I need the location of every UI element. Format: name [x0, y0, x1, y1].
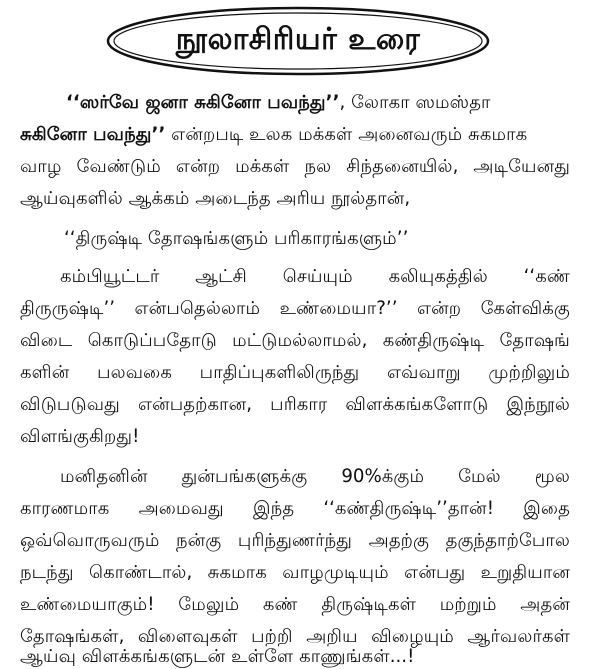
page-title: நூலாசிரியர் உரை: [175, 21, 421, 57]
paragraph3-line: நடந்து கொண்டால், சுகமாக வாழமுடியும் என்பது உறுதியான: [20, 562, 570, 583]
paragraph1-line2: [20, 124, 570, 147]
paragraph2-line: விடை கொடுப்பதோடு மட்டுமல்லாமல், கண்திருஷ்டி தோஷங்: [20, 330, 570, 351]
paragraph1-line3: வாழ வேண்டும் என்ற மக்கள் நல சிந்தனையில், அடியேனது: [20, 156, 570, 177]
mantra-bold-2: சுகினோ பவந்து’’: [20, 124, 166, 145]
paragraph2-line: விடுபடுவது என்பதற்கான, பரிகார விளக்கங்களோடு இந்நூல்: [20, 394, 570, 415]
paragraph3-line: காரணமாக அமைவது இந்த ‘‘கண்திருஷ்டி’’தான்! இதை: [20, 498, 570, 519]
quoted-book-title: ‘‘திருஷ்டி தோஷங்களும் பரிகாரங்களும்’’: [64, 228, 409, 249]
paragraph1-line1: [66, 92, 570, 115]
paragraph1-line4: ஆய்வுகளில் ஆக்கம் அடைந்த அரிய நூல்தான்,: [20, 188, 411, 209]
paragraph3-line: ஒவ்வொருவரும் நன்கு புரிந்துணர்ந்து அதற்கு தகுந்தாற்போல: [20, 530, 570, 551]
paragraph2-line: விளங்குகிறது!: [20, 426, 140, 447]
paragraph2-line: கம்பியூட்டர் ஆட்சி செய்யும் கலியுகத்தில் ‘‘கண்: [60, 266, 570, 287]
paragraph2-line: திருருஷ்டி’’ என்பதெல்லாம் உண்மையா?’’ என்ற கேள்விக்கு: [20, 298, 570, 319]
paragraph3-line: உண்மையாகும்! மேலும் கண் திருஷ்டிகள் மற்றும் அதன்: [20, 594, 570, 615]
paragraph3-line: தோஷங்கள், விளைவுகள் பற்றி அறிய விழையும் ஆர்வலர்கள்: [20, 626, 570, 647]
paragraph1-line2-rest: என்றபடி உலக மக்கள் அனைவரும் சுகமாக: [165, 124, 528, 145]
mantra-rest: , லோகா ஸமஸ்தா: [339, 92, 491, 113]
paragraph2-line: களின் பலவகை பாதிப்புகளிலிருந்து எவ்வாறு முற்றிலும்: [20, 362, 570, 383]
paragraph3-line: மனிதனின் துன்பங்களுக்கு 90%க்கும் மேல் மூல: [60, 466, 570, 487]
title-oval: [104, 4, 492, 78]
mantra-bold: ‘‘ஸர்வே ஜனா சுகினோ பவந்து’’: [66, 92, 340, 113]
paragraph3-line: ஆய்வு விளக்கங்களுடன் உள்ளே காணுங்கள்...!: [20, 646, 415, 667]
